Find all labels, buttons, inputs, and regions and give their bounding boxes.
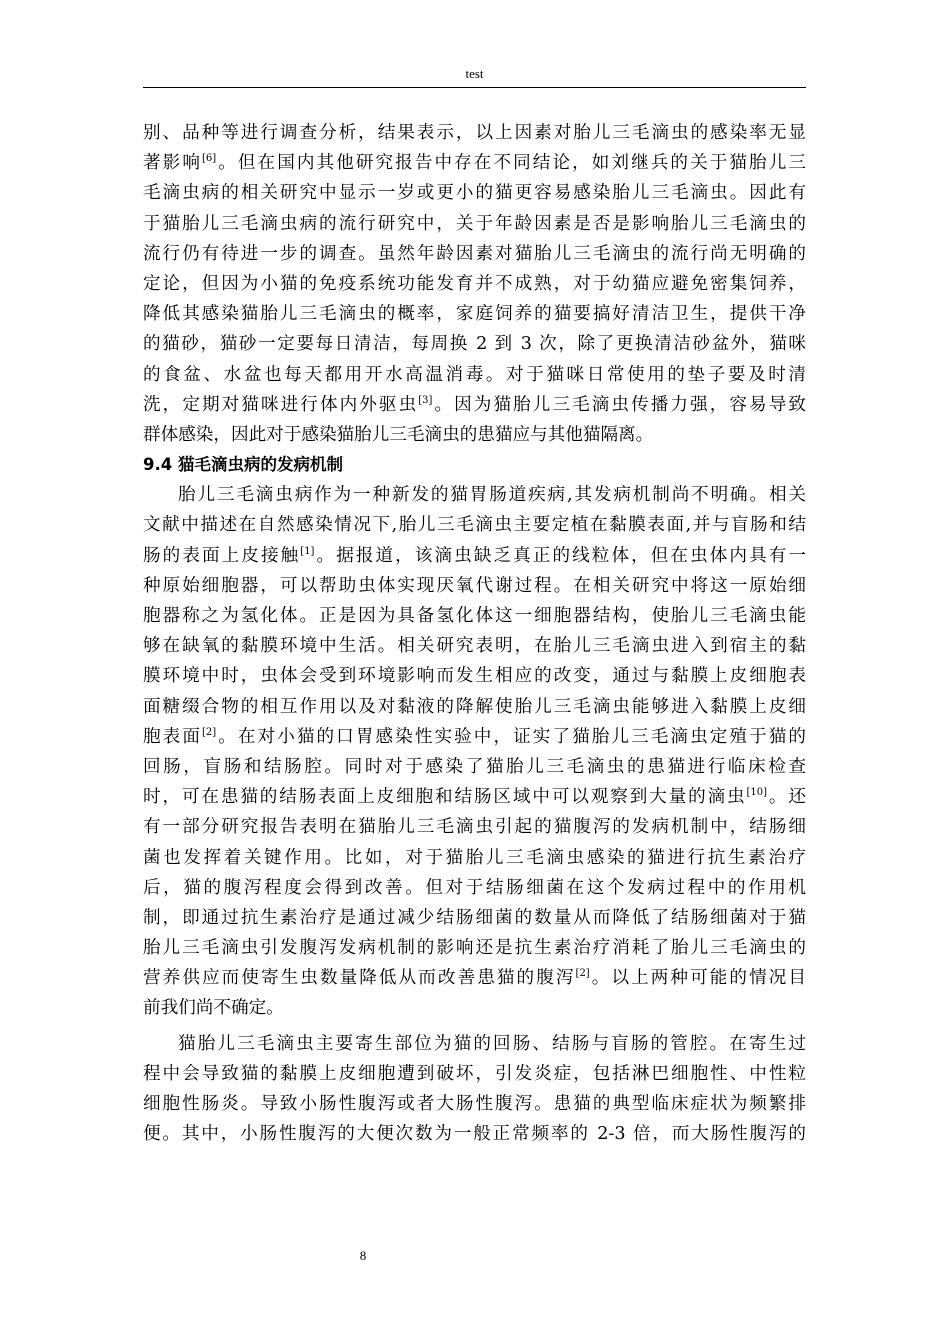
- text-run: 后，猫的腹泻程度会得到改善。但对于结肠细菌在这个发病过程中的作用机: [143, 877, 806, 898]
- text-run: 猫胎儿三毛滴虫主要寄生部位为猫的回肠、结肠与盲肠的管腔。在寄生过: [178, 1033, 806, 1054]
- text-run: 定论，但因为小猫的免疫系统功能发育并不成熟，对于幼猫应避免密集饲养，: [143, 273, 806, 294]
- text-run: 肠的表面上皮接触: [143, 545, 301, 566]
- text-line: [143, 692, 806, 722]
- text-line: [143, 722, 806, 752]
- text-run: 。以上两种可能的情况目: [589, 968, 806, 989]
- text-run: 。据报道，该滴虫缺乏真正的线粒体，但在虫体内具有一: [314, 545, 806, 566]
- text-line: [143, 661, 806, 691]
- text-line: [143, 510, 806, 540]
- text-line: [143, 299, 806, 329]
- text-run: 文献中描述在自然感染情况下,胎儿三毛滴虫主要定植在黏膜表面,并与盲肠和结: [143, 515, 806, 536]
- text-run: 前我们尚不确定。: [143, 998, 284, 1019]
- text-line: [143, 148, 806, 178]
- text-line: [143, 118, 806, 148]
- text-run: 。还: [767, 787, 806, 808]
- text-run: 的猫砂，猫砂一定要每日清洁，每周换 2 到 3 次，除了更换清洁砂盆外，猫咪: [143, 334, 806, 355]
- text-run: 流行仍有待进一步的调查。虽然年龄因素对猫胎儿三毛滴虫的流行尚无明确的: [143, 243, 806, 264]
- text-run: 胎儿三毛滴虫引发腹泻发病机制的影响还是抗生素治疗消耗了胎儿三毛滴虫的: [143, 938, 806, 959]
- text-run: 别、品种等进行调查分析，结果表示，以上因素对胎儿三毛滴虫的感染率无显: [143, 123, 806, 143]
- text-line: [143, 993, 806, 1023]
- text-line: [143, 480, 806, 510]
- text-run: 程中会导致猫的黏膜上皮细胞遭到破坏，引发炎症，包括淋巴细胞性、中性粒: [143, 1063, 806, 1084]
- text-line: [143, 1059, 806, 1089]
- citation-ref[interactable]: [6]: [201, 153, 217, 165]
- section-heading: 9.4 猫毛滴虫病的发病机制: [143, 455, 343, 475]
- text-run: 菌也发挥着关键作用。比如，对于猫胎儿三毛滴虫感染的猫进行抗生素治疗: [143, 847, 806, 868]
- text-line: [143, 601, 806, 631]
- citation-ref[interactable]: [10]: [746, 787, 768, 799]
- text-run: 。在对小猫的口胃感染性实验中，证实了猫胎儿三毛滴虫定殖于猫的: [216, 726, 806, 747]
- text-line: [143, 843, 806, 873]
- text-run: 于猫胎儿三毛滴虫病的流行研究中，关于年龄因素是否是影响胎儿三毛滴虫的: [143, 213, 806, 234]
- text-run: 群体感染，因此对于感染猫胎儿三毛滴虫的患猫应与其他猫隔离。: [143, 424, 654, 445]
- text-run: 面糖缀合物的相互作用以及对黏液的降解使胎儿三毛滴虫能够进入黏膜上皮细: [143, 696, 806, 717]
- text-run: 够在缺氧的黏膜环境中生活。相关研究表明，在胎儿三毛滴虫进入到宿主的黏: [143, 636, 806, 657]
- header-rule: [143, 87, 806, 88]
- text-line: [143, 1029, 806, 1059]
- text-line: [143, 541, 806, 571]
- text-line: [143, 360, 806, 390]
- text-line: [143, 269, 806, 299]
- text-run: 胞表面: [143, 726, 202, 747]
- text-line: [143, 873, 806, 903]
- text-line: [143, 239, 806, 269]
- text-run: 回肠，盲肠和结肠腔。同时对于感染了猫胎儿三毛滴虫的患猫进行临床检查: [143, 756, 806, 777]
- citation-ref[interactable]: [3]: [418, 394, 433, 406]
- citation-ref[interactable]: [2]: [575, 968, 590, 980]
- text-line: [143, 963, 806, 993]
- citation-ref[interactable]: [2]: [201, 726, 217, 738]
- text-line: [143, 1089, 806, 1119]
- text-run: 的食盆、水盆也每天都用开水高温消毒。对于猫咪日常使用的垫子要及时清: [143, 364, 806, 385]
- text-run: 种原始细胞器，可以帮助虫体实现厌氧代谢过程。在相关研究中将这一原始细: [143, 575, 806, 596]
- page-header: test: [465, 66, 484, 81]
- text-run: 制，即通过抗生素治疗是通过减少结肠细菌的数量从而降低了结肠细菌对于猫: [143, 907, 806, 928]
- text-run: 洗，定期对猫咪进行体内外驱虫: [143, 394, 419, 415]
- text-line: [143, 420, 806, 450]
- document-body: [143, 118, 806, 1149]
- text-run: 毛滴虫病的相关研究中显示一岁或更小的猫更容易感染胎儿三毛滴虫。因此有: [143, 183, 806, 204]
- text-line: [143, 571, 806, 601]
- text-run: 营养供应而使寄生虫数量降低从而改善患猫的腹泻: [143, 968, 576, 989]
- text-run: 。因为猫胎儿三毛滴虫传播力强，容易导致: [432, 394, 806, 415]
- text-run: 著影响: [143, 153, 202, 174]
- text-line: [143, 631, 806, 661]
- text-line: [143, 390, 806, 420]
- text-run: 降低其感染猫胎儿三毛滴虫的概率，家庭饲养的猫要搞好清洁卫生，提供干净: [143, 304, 806, 325]
- text-run: 有一部分研究报告表明在猫胎儿三毛滴虫引起的猫腹泻的发病机制中，结肠细: [143, 817, 806, 838]
- text-line: [143, 752, 806, 782]
- text-run: 细胞性肠炎。导致小肠性腹泻或者大肠性腹泻。患猫的典型临床症状为频繁排: [143, 1094, 806, 1114]
- text-run: 时，可在患猫的结肠表面上皮细胞和结肠区域中可以观察到大量的滴虫: [143, 787, 747, 808]
- text-line: [143, 903, 806, 933]
- text-line: [143, 329, 806, 359]
- text-run: 。但在国内其他研究报告中存在不同结论，如刘继兵的关于猫胎儿三: [216, 153, 806, 174]
- text-run: 胞器称之为氢化体。正是因为具备氢化体这一细胞器结构，使胎儿三毛滴虫能: [143, 606, 806, 626]
- text-line: [143, 933, 806, 963]
- text-line: [143, 782, 806, 812]
- text-line: [143, 178, 806, 208]
- text-run: 胎儿三毛滴虫病作为一种新发的猫胃肠道疾病,其发病机制尚不明确。相关: [178, 485, 806, 506]
- text-run: 膜环境中时，虫体会受到环境影响而发生相应的改变，通过与黏膜上皮细胞表: [143, 666, 806, 687]
- text-line: [143, 1119, 806, 1149]
- text-line: [143, 209, 806, 239]
- citation-ref[interactable]: [1]: [300, 545, 315, 557]
- text-run: 便。其中，小肠性腹泻的大便次数为一般正常频率的 2-3 倍，而大肠性腹泻的: [143, 1124, 806, 1145]
- text-line: [143, 812, 806, 842]
- page-number: 8: [359, 1248, 367, 1263]
